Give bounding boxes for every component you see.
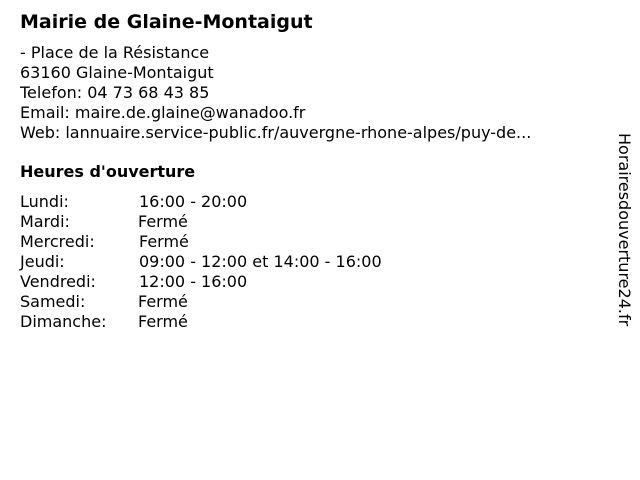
day-label: Lundi: [20, 192, 69, 211]
day-label: Dimanche: [20, 312, 107, 331]
day-hours: Fermé [139, 232, 189, 251]
hours-row-monday [20, 192, 600, 212]
hours-row-wednesday [20, 232, 600, 252]
hours-row-thursday [20, 252, 600, 272]
email-address: Email: maire.de.glaine@wanadoo.fr [20, 103, 306, 122]
city-address: 63160 Glaine-Montaigut [20, 63, 214, 82]
brand-label: Horairesdouverture24.fr [615, 133, 634, 327]
brand-watermark [612, 133, 636, 373]
day-label: Mercredi: [20, 232, 95, 251]
hours-row-sunday [20, 312, 600, 332]
day-hours: Fermé [138, 292, 188, 311]
phone-number: Telefon: 04 73 68 43 85 [20, 83, 210, 102]
page-title: Mairie de Glaine-Montaigut [20, 11, 313, 33]
hours-row-friday [20, 272, 600, 292]
day-hours: 12:00 - 16:00 [139, 272, 248, 291]
website-link: Web: lannuaire.service-public.fr/auvergne-rhone-alpes/puy-de... [20, 123, 532, 142]
street-address: - Place de la Résistance [20, 43, 210, 62]
day-hours: 16:00 - 20:00 [139, 192, 248, 211]
day-hours: 09:00 - 12:00 et 14:00 - 16:00 [139, 252, 382, 271]
day-label: Jeudi: [20, 252, 65, 271]
day-label: Vendredi: [20, 272, 96, 291]
opening-hours-table [20, 192, 600, 332]
day-label: Samedi: [20, 292, 86, 311]
business-card [20, 10, 600, 332]
hours-row-tuesday [20, 212, 600, 232]
address-block [20, 43, 600, 143]
day-hours: Fermé [138, 212, 188, 231]
hours-row-saturday [20, 292, 600, 312]
day-hours: Fermé [138, 312, 188, 331]
opening-hours-heading: Heures d'ouverture [20, 162, 196, 181]
day-label: Mardi: [20, 212, 70, 231]
